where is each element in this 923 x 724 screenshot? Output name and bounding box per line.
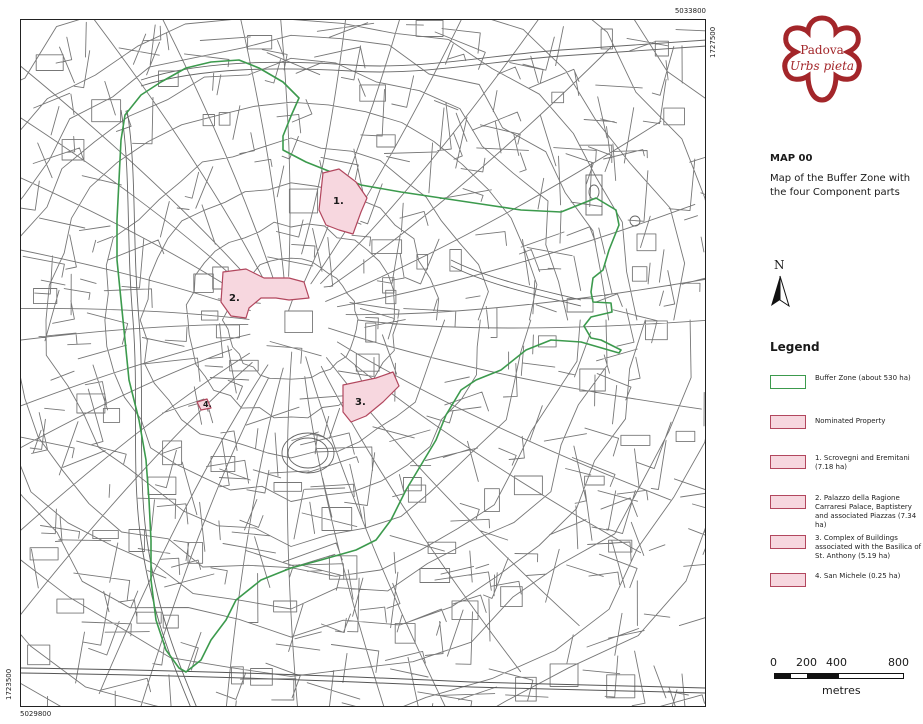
scale-track: [774, 673, 904, 679]
legend-label: 3. Complex of Buildings associated with the Basilica of St. Anthony (5.19 ha): [815, 534, 922, 560]
scale-label-200: 200: [796, 656, 817, 669]
legend-swatch-buffer-zone: [770, 375, 806, 389]
site-4-label: 4.: [203, 400, 212, 409]
legend-label: Buffer Zone (about 530 ha): [815, 374, 911, 382]
coordinate-left-vertical: 1723500: [5, 668, 13, 700]
canal-lines: [121, 40, 706, 707]
site-3-area: [343, 372, 399, 422]
north-label: N: [774, 258, 785, 272]
scale-label-0: 0: [770, 656, 777, 669]
legend-swatch-site-3: [770, 535, 806, 549]
legend-title: Legend: [770, 340, 820, 354]
map-canvas[interactable]: [20, 19, 706, 707]
scale-label-400: 400: [826, 656, 847, 669]
scale-unit: metres: [822, 684, 861, 697]
legend-label: Nominated Property: [815, 417, 886, 425]
coordinate-top-right: 5033800: [674, 7, 706, 15]
nominated-sites: [197, 169, 399, 422]
site-1-label: 1.: [333, 196, 344, 207]
coordinate-bottom-left: 5029800: [20, 710, 52, 718]
legend-swatch-site-1: [770, 455, 806, 469]
legend-label: 1. Scrovegni and Eremitani (7.18 ha): [815, 454, 910, 471]
legend-label: 2. Palazzo della Ragione Carraresi Palace, Baptistery and associated Piazzas (7.34 ha): [815, 494, 917, 529]
legend-label: 4. San Michele (0.25 ha): [815, 572, 901, 580]
logo-line-1: Padova: [800, 43, 844, 57]
map-subtitle: Map of the Buffer Zone with the four Component parts: [770, 173, 911, 198]
scale-label-800: 800: [888, 656, 909, 669]
site-2-label: 2.: [229, 293, 240, 304]
north-arrow: [770, 258, 794, 312]
logo-line-2: Urbs pieta: [789, 59, 855, 73]
coordinate-right-vertical: 1727500: [709, 26, 717, 58]
map-title: MAP 00: [770, 153, 813, 164]
legend-swatch-nominated-property: [770, 415, 806, 429]
scale-bar: [770, 656, 910, 706]
legend-swatch-site-4: [770, 573, 806, 587]
padova-logo: [776, 12, 868, 108]
site-3-label: 3.: [355, 397, 366, 408]
north-arrow-icon: [770, 258, 794, 312]
legend-swatch-site-2: [770, 495, 806, 509]
